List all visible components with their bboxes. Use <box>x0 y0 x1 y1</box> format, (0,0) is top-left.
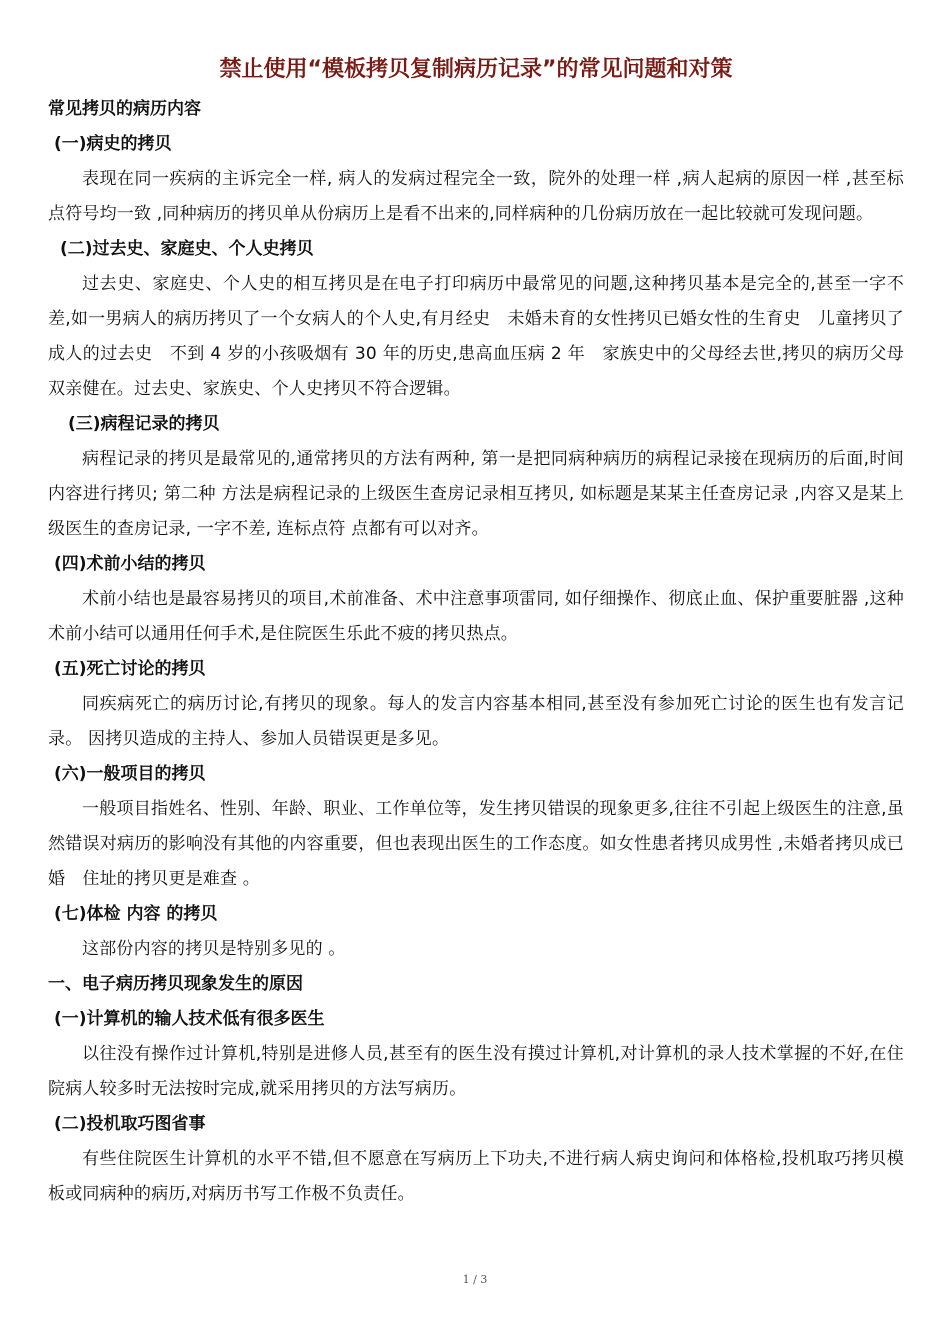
section-heading-causes: 一、电子病历拷贝现象发生的原因 <box>48 974 303 994</box>
section-text-progress-notes: 病程记录的拷贝是最常见的,通常拷贝的方法有两种, 第一是把同病种病历的病程记录接在现病历的后面,时间内容进行拷贝; 第二种 方法是病程记录的上级医生查房记录相互拷贝, 如标题是某某主任查房记录 ,内容又是某上级医生的查房记录, 一字不差, 连标点符 点都有可以对齐。 <box>48 449 904 539</box>
section-text-physical-exam: 这部份内容的拷贝是特别多见的 。 <box>82 939 346 959</box>
section-heading-shortcut: (二)投机取巧图省事 <box>54 1114 206 1134</box>
section-heading-history: (一)病史的拷贝 <box>54 134 172 154</box>
section-text-general-items: 一般项目指姓名、性别、年龄、职业、工作单位等，发生拷贝错误的现象更多,往往不引起上级医生的注意,虽然错误对病历的影响没有其他的内容重要，但也表现出医生的工作态度。如女性患者拷贝成男性 ,未婚者拷贝成已婚 住址的拷贝更是难查 。 <box>48 799 904 889</box>
page-indicator: 1 / 3 <box>462 1273 488 1286</box>
section-heading-general-items: (六)一般项目的拷贝 <box>54 764 206 784</box>
document-title: 禁止使用“模板拷贝复制病历记录”的常见问题和对策 <box>219 57 733 82</box>
section-heading-preop-summary: (四)术前小结的拷贝 <box>54 554 206 574</box>
section-heading-past-history: (二)过去史、家庭史、个人史拷贝 <box>60 239 314 259</box>
section-heading-common-content: 常见拷贝的病历内容 <box>48 99 201 119</box>
document-page <box>48 52 904 1212</box>
section-heading-input-skills: (一)计算机的输人技术低有很多医生 <box>54 1009 325 1029</box>
section-text-input-skills: 以往没有操作过计算机,特别是进修人员,甚至有的医生没有摸过计算机,对计算机的录人技术掌握的不好,在住院病人较多时无法按时完成,就采用拷贝的方法写病历。 <box>48 1044 904 1099</box>
section-heading-progress-notes: (三)病程记录的拷贝 <box>68 414 220 434</box>
section-text-preop-summary: 术前小结也是最容易拷贝的项目,术前准备、术中注意事项雷同, 如仔细操作、彻底止血、保护重要脏器 ,这种术前小结可以通用任何手术,是住院医生乐此不疲的拷贝热点。 <box>48 589 904 644</box>
section-heading-physical-exam: (七)体检 内容 的拷贝 <box>54 904 218 924</box>
section-text-history: 表现在同一疾病的主诉完全一样, 病人的发病过程完全一致，院外的处理一样 ,病人起病的原因一样 ,甚至标点符号均一致 ,同种病历的拷贝单从份病历上是看不出来的,同样病种的几份病历放在一起比较就可发现问题。 <box>48 169 904 224</box>
section-text-shortcut: 有些住院医生计算机的水平不错,但不愿意在写病历上下功夫,不进行病人病史询问和体格检,投机取巧拷贝模板或同病种的病历,对病历书写工作极不负责任。 <box>48 1149 904 1204</box>
section-heading-death-discussion: (五)死亡讨论的拷贝 <box>54 659 206 679</box>
section-text-death-discussion: 同疾病死亡的病历讨论,有拷贝的现象。每人的发言内容基本相同,甚至没有参加死亡讨论的医生也有发言记录。 因拷贝造成的主持人、参加人员错误更是多见。 <box>48 694 904 749</box>
section-text-past-history: 过去史、家庭史、个人史的相互拷贝是在电子打印病历中最常见的问题,这种拷贝基本是完全的,甚至一字不差,如一男病人的病历拷贝了一个女病人的个人史,有月经史 未婚未育的女性拷贝已婚女性的生育史 儿童拷贝了成人的过去史 不到 4 岁的小孩吸烟有 30 年的历史,患高血压病 2 年 家族史中的父母经去世,拷贝的病历父母双亲健在。过去史、家族史、个人史拷贝不符合逻辑。 <box>48 274 904 399</box>
